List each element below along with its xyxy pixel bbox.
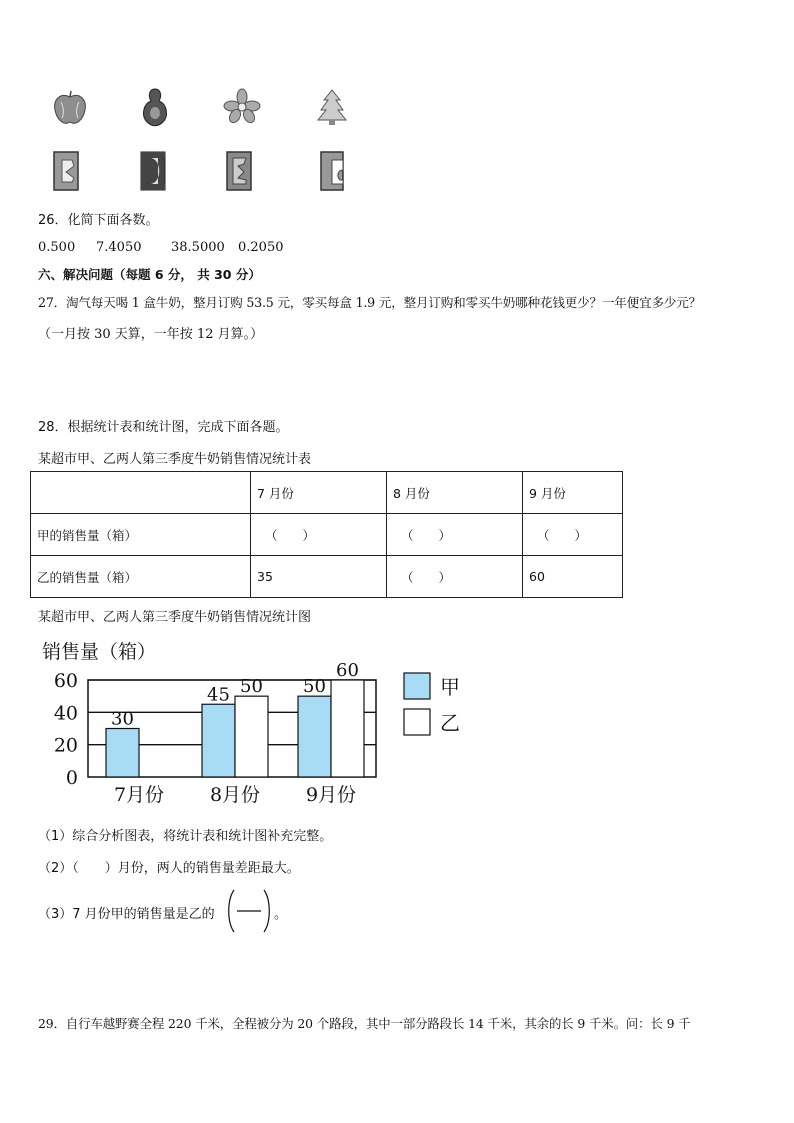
- table-header-cell: 7 月份: [251, 472, 387, 514]
- apple-icon: [50, 88, 90, 128]
- q27-text: 27．淘气每天喝 1 盒牛奶，整月订购 53.5 元，零买每盒 1.9 元，整月订购和零买牛奶哪种花钱更少？一年便宜多少元？: [38, 295, 702, 310]
- table-cell-blank[interactable]: （ ）: [251, 514, 387, 556]
- q26-number: 7.4050: [96, 240, 142, 255]
- y-tick-label: 40: [53, 702, 78, 725]
- sales-bar-chart: [30, 630, 470, 815]
- fraction-blank[interactable]: [225, 888, 273, 934]
- sub-question-3-end: 。: [274, 907, 288, 922]
- table-row-label: 乙的销售量（箱）: [31, 556, 251, 598]
- legend-label: 乙: [440, 711, 460, 735]
- q26-number: 38.5000: [171, 240, 225, 255]
- sub-question-1: （1）综合分析图表，将统计表和统计图补充完整。: [38, 829, 333, 844]
- q27-note: （一月按 30 天算，一年按 12 月算。）: [38, 327, 264, 342]
- sales-table: [30, 471, 623, 598]
- flower-icon: [222, 88, 262, 124]
- sub-question-3: （3）7 月份甲的销售量是乙的: [38, 907, 215, 922]
- cutout-c-icon: [138, 150, 168, 192]
- table-row-label: 甲的销售量（箱）: [31, 514, 251, 556]
- bar: [298, 696, 331, 777]
- q28-title: 28．根据统计表和统计图，完成下面各题。: [38, 420, 289, 435]
- bar: [106, 729, 139, 778]
- x-tick-label: 7月份: [113, 784, 165, 806]
- cutout-e-icon: [224, 150, 254, 192]
- table-row: [31, 514, 623, 556]
- table-header-cell: 9 月份: [523, 472, 623, 514]
- q26-number: 0.2050: [238, 240, 284, 255]
- data-label: 50: [303, 676, 326, 698]
- section-heading: 六、解决问题（每题 6 分， 共 30 分）: [38, 267, 261, 282]
- x-tick-label: 8月份: [209, 784, 261, 806]
- table-cell-blank[interactable]: （ ）: [387, 514, 523, 556]
- bar: [331, 680, 364, 777]
- q26-number: 0.500: [38, 240, 76, 255]
- y-tick-label: 60: [53, 670, 78, 692]
- bar: [235, 696, 268, 777]
- table-cell-blank[interactable]: （ ）: [387, 556, 523, 598]
- tree-icon: [314, 88, 350, 126]
- legend-swatch: [404, 709, 430, 735]
- table-header-cell: [31, 472, 251, 514]
- x-tick-label: 9月份: [305, 784, 357, 806]
- q26-title: 26．化简下面各数。: [38, 213, 159, 228]
- data-label: 45: [207, 684, 230, 706]
- table-header-row: [31, 472, 623, 514]
- table-caption: 某超市甲、乙两人第三季度牛奶销售情况统计表: [38, 452, 312, 467]
- legend-label: 甲: [440, 675, 460, 699]
- cutout-e-icon: [52, 150, 82, 192]
- table-cell: 35: [251, 556, 387, 598]
- y-tick-label: 20: [53, 734, 78, 757]
- data-label: 30: [111, 708, 134, 730]
- table-row: [31, 556, 623, 598]
- q29-text: 29．自行车越野赛全程 220 千米，全程被分为 20 个路段，其中一部分路段长 14 千米，其余的长 9 千米。问：长 9 千: [38, 1016, 691, 1031]
- table-header-cell: 8 月份: [387, 472, 523, 514]
- table-cell-blank[interactable]: （ ）: [523, 514, 623, 556]
- chart-caption: 某超市甲、乙两人第三季度牛奶销售情况统计图: [38, 610, 312, 625]
- sub-question-2: （2）（ ）月份，两人的销售量差距最大。: [38, 861, 300, 876]
- y-tick-label: 0: [65, 767, 78, 789]
- legend-swatch: [404, 673, 430, 699]
- data-label: 60: [336, 660, 359, 681]
- table-cell: 60: [523, 556, 623, 598]
- bar: [202, 704, 235, 777]
- cutout-e-icon: [318, 150, 348, 192]
- gourd-icon: [138, 86, 172, 128]
- data-label: 50: [240, 676, 263, 698]
- y-axis-label: 销售量（箱）: [42, 641, 157, 663]
